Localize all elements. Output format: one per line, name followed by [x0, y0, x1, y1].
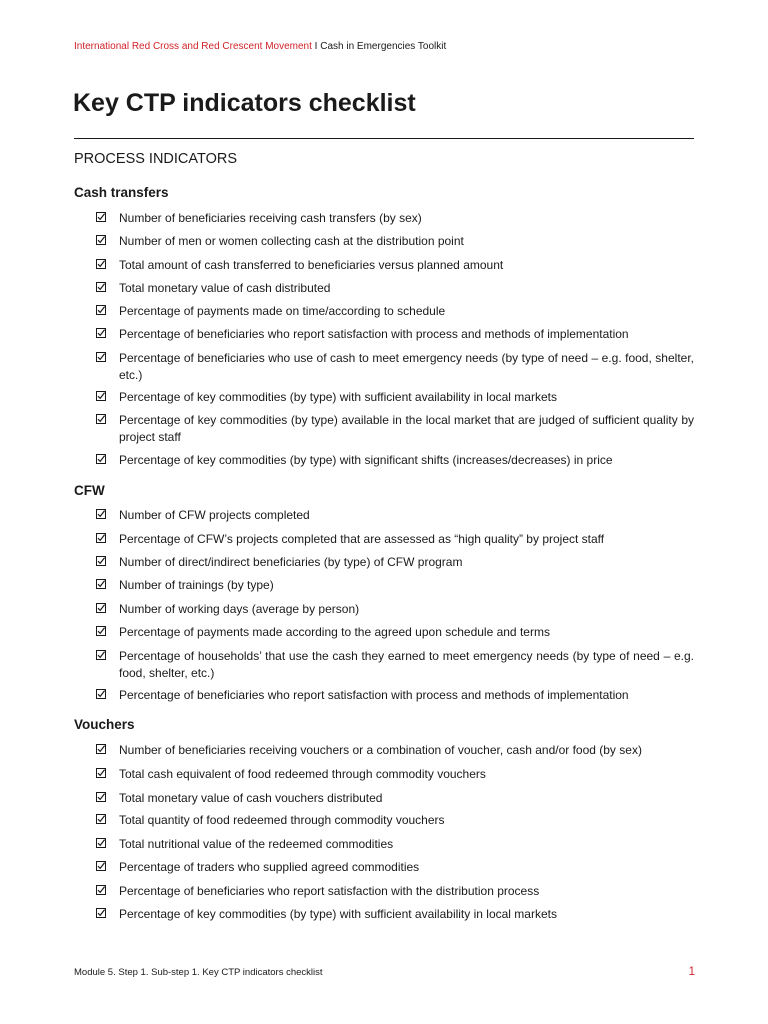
checklist-item-text: Percentage of payments made on time/according to schedule — [119, 304, 446, 318]
checked-box-icon — [96, 509, 106, 519]
checklist-item-text: Percentage of beneficiaries who report satisfaction with process and methods of implementation — [119, 688, 629, 702]
checklist-item-text: Number of beneficiaries receiving vouchers or a combination of voucher, cash and/or food (by sex) — [119, 743, 642, 757]
checklist-item — [96, 412, 694, 445]
checklist-item-text: Percentage of key commodities (by type) with significant shifts (increases/decreases) in price — [119, 453, 613, 467]
checklist-item — [96, 742, 694, 759]
checklist-item — [96, 577, 694, 594]
group-heading-cfw: CFW — [74, 483, 105, 498]
checklist-item-text: Total amount of cash transferred to beneficiaries versus planned amount — [119, 258, 504, 272]
checklist-item — [96, 233, 694, 250]
checked-box-icon — [96, 352, 106, 362]
checklist-item-text: Number of beneficiaries receiving cash transfers (by sex) — [119, 211, 422, 225]
checklist-item-text: Total nutritional value of the redeemed commodities — [119, 837, 394, 851]
checklist-item — [96, 389, 694, 406]
checked-box-icon — [96, 212, 106, 222]
page-number: 1 — [688, 966, 695, 978]
checked-box-icon — [96, 861, 106, 871]
checklist-item-text: Percentage of traders who supplied agreed commodities — [119, 860, 420, 874]
checklist-item-text: Total cash equivalent of food redeemed through commodity vouchers — [119, 767, 486, 781]
group-heading-cash-transfers: Cash transfers — [74, 185, 169, 200]
page-title: Key CTP indicators checklist — [73, 89, 416, 117]
header-toolkit: Cash in Emergencies Toolkit — [320, 41, 447, 52]
checklist-item — [96, 601, 694, 618]
checked-box-icon — [96, 579, 106, 589]
checked-box-icon — [96, 328, 106, 338]
checklist-item — [96, 687, 694, 704]
header-organization: International Red Cross and Red Crescent Movement — [74, 41, 312, 52]
running-header — [74, 41, 446, 52]
checklist-item — [96, 257, 694, 274]
checked-box-icon — [96, 282, 106, 292]
checklist-item-text: Number of trainings (by type) — [119, 578, 274, 592]
checklist-item-text: Number of men or women collecting cash at the distribution point — [119, 234, 464, 248]
checklist-item-text: Percentage of key commodities (by type) available in the local market that are judged of sufficient quality by project staff — [119, 413, 694, 444]
checklist-item — [96, 624, 694, 641]
checklist-item — [96, 812, 694, 829]
checked-box-icon — [96, 533, 106, 543]
checked-box-icon — [96, 792, 106, 802]
checked-box-icon — [96, 391, 106, 401]
checklist-item — [96, 303, 694, 320]
checklist-item-text: Number of CFW projects completed — [119, 508, 310, 522]
checklist-item-text: Percentage of CFW’s projects completed that are assessed as “high quality” by project staff — [119, 532, 605, 546]
checklist-item-text: Percentage of key commodities (by type) with sufficient availability in local markets — [119, 390, 557, 404]
checklist-item-text: Percentage of key commodities (by type) with sufficient availability in local markets — [119, 907, 557, 921]
checklist-item-text: Total monetary value of cash distributed — [119, 281, 331, 295]
footer-text: Module 5. Step 1. Sub-step 1. Key CTP indicators checklist — [74, 967, 323, 978]
checked-box-icon — [96, 259, 106, 269]
section-heading-process-indicators: PROCESS INDICATORS — [74, 151, 238, 167]
checklist-item — [96, 766, 694, 783]
checked-box-icon — [96, 556, 106, 566]
checklist-item — [96, 452, 694, 469]
checklist-item-text: Percentage of beneficiaries who report satisfaction with process and methods of implementation — [119, 327, 629, 341]
checked-box-icon — [96, 814, 106, 824]
checklist-item — [96, 883, 694, 900]
checked-box-icon — [96, 414, 106, 424]
checklist-item — [96, 554, 694, 571]
checklist-item — [96, 648, 694, 681]
checked-box-icon — [96, 235, 106, 245]
checked-box-icon — [96, 885, 106, 895]
checklist-item-text: Total monetary value of cash vouchers distributed — [119, 791, 383, 805]
header-separator: I — [311, 41, 321, 52]
checklist-item-text: Percentage of households’ that use the cash they earned to meet emergency needs (by type of need – e.g. food, shelter, etc.) — [119, 649, 694, 680]
checked-box-icon — [96, 305, 106, 315]
checklist-item — [96, 280, 694, 297]
checklist-item-text: Percentage of beneficiaries who use of cash to meet emergency needs (by type of need – e.g. food, shelter, etc.) — [119, 351, 694, 382]
checked-box-icon — [96, 650, 106, 660]
group-heading-vouchers: Vouchers — [74, 717, 135, 732]
checklist-item-text: Percentage of payments made according to the agreed upon schedule and terms — [119, 625, 550, 639]
checklist-item — [96, 906, 694, 923]
checked-box-icon — [96, 603, 106, 613]
checklist-item — [96, 836, 694, 853]
checked-box-icon — [96, 454, 106, 464]
checklist-item — [96, 531, 694, 548]
checked-box-icon — [96, 689, 106, 699]
checked-box-icon — [96, 626, 106, 636]
checklist-item — [96, 859, 694, 876]
title-divider — [74, 138, 694, 139]
checklist-item-text: Number of working days (average by person) — [119, 602, 360, 616]
checklist-item — [96, 350, 694, 383]
checklist-item — [96, 507, 694, 524]
checklist-item-text: Percentage of beneficiaries who report satisfaction with the distribution process — [119, 884, 540, 898]
checklist-item — [96, 790, 694, 807]
checklist-item-text: Number of direct/indirect beneficiaries (by type) of CFW program — [119, 555, 463, 569]
checked-box-icon — [96, 744, 106, 754]
checklist-item — [96, 326, 694, 343]
checklist-item-text: Total quantity of food redeemed through commodity vouchers — [119, 813, 445, 827]
checklist-item — [96, 210, 694, 227]
checked-box-icon — [96, 908, 106, 918]
checked-box-icon — [96, 768, 106, 778]
checked-box-icon — [96, 838, 106, 848]
